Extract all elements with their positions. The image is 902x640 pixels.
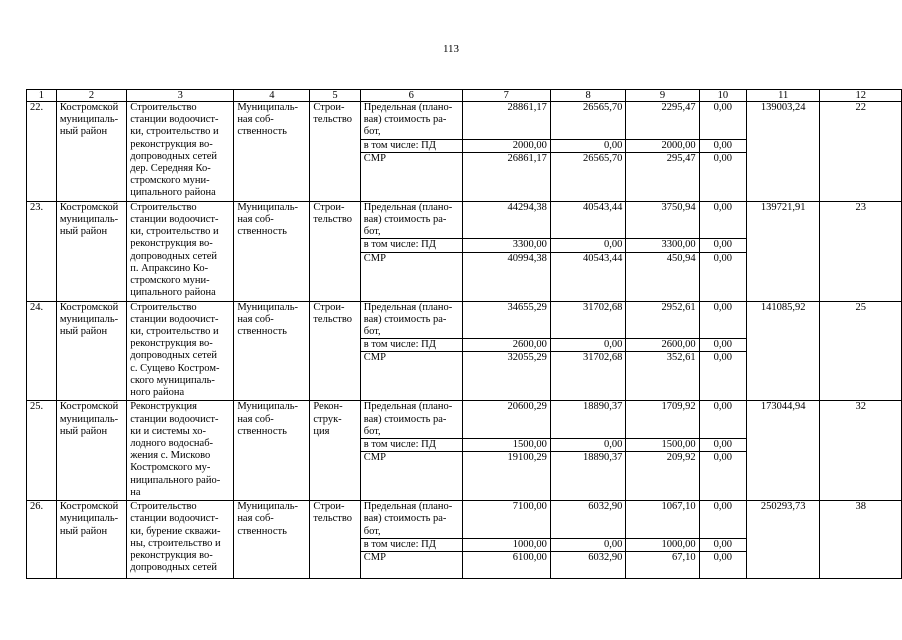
smr-col8-cell: 18890,37 (550, 452, 626, 501)
district-cell: Костромской муниципаль- ный район (56, 102, 126, 202)
smr-col10-cell: 0,00 (699, 252, 746, 301)
smr-total-cell: 19100,29 (462, 452, 550, 501)
column-number: 6 (360, 90, 462, 102)
work-type-cell: Строи- тельство (310, 201, 360, 301)
cost-col9-cell: 2952,61 (626, 301, 699, 339)
column-number: 12 (820, 90, 902, 102)
column-number-row (27, 90, 902, 102)
cost-total-cell: 44294,38 (462, 201, 550, 239)
smr-label-cell: СМР (360, 252, 462, 301)
work-type-cell: Рекон- струк- ция (310, 401, 360, 501)
cost-col10-cell: 0,00 (699, 501, 746, 539)
smr-total-cell: 32055,29 (462, 352, 550, 401)
col12-cell: 32 (820, 401, 902, 501)
ownership-cell: Муниципаль- ная соб- ственность (234, 501, 310, 579)
pd-col8-cell: 0,00 (550, 339, 626, 352)
smr-total-cell: 40994,38 (462, 252, 550, 301)
pd-col9-cell: 2600,00 (626, 339, 699, 352)
smr-label-cell: СМР (360, 552, 462, 579)
object-cell: Строительство станции водоочист- ки, строительство и реконструкция во- допроводных сетей дер. Середняя Ко- стромского муни- ципального района (127, 102, 234, 202)
col12-cell: 22 (820, 102, 902, 202)
smr-col8-cell: 6032,90 (550, 552, 626, 579)
table-row (27, 501, 902, 539)
column-number: 8 (550, 90, 626, 102)
smr-col10-cell: 0,00 (699, 152, 746, 201)
object-cell: Строительство станции водоочист- ки, строительство и реконструкция во- допроводных сетей с. Сущево Костром- ского муниципаль- ного района (127, 301, 234, 401)
cost-col10-cell: 0,00 (699, 301, 746, 339)
col11-cell: 139721,91 (747, 201, 820, 301)
smr-col9-cell: 209,92 (626, 452, 699, 501)
pd-total-cell: 1500,00 (462, 439, 550, 452)
table-row (27, 102, 902, 140)
row-number: 22. (27, 102, 57, 202)
col11-cell: 173044,94 (747, 401, 820, 501)
smr-col9-cell: 67,10 (626, 552, 699, 579)
column-number: 5 (310, 90, 360, 102)
cost-col8-cell: 18890,37 (550, 401, 626, 439)
object-cell: Реконструкция станции водоочист- ки и системы хо- лодного водоснаб- жения с. Мисково Костромского му- ниципального райо- на (127, 401, 234, 501)
cost-col8-cell: 40543,44 (550, 201, 626, 239)
col12-cell: 25 (820, 301, 902, 401)
object-cell: Строительство станции водоочист- ки, бурение скважи- ны, строительство и реконструкция во- допроводных сетей (127, 501, 234, 579)
pd-col10-cell: 0,00 (699, 439, 746, 452)
smr-col8-cell: 40543,44 (550, 252, 626, 301)
column-number: 2 (56, 90, 126, 102)
pd-total-cell: 2600,00 (462, 339, 550, 352)
cost-col10-cell: 0,00 (699, 201, 746, 239)
cost-total-cell: 28861,17 (462, 102, 550, 140)
pd-total-cell: 1000,00 (462, 538, 550, 551)
pd-col10-cell: 0,00 (699, 339, 746, 352)
col11-cell: 141085,92 (747, 301, 820, 401)
cost-col10-cell: 0,00 (699, 401, 746, 439)
table-row (27, 401, 902, 439)
district-cell: Костромской муниципаль- ный район (56, 501, 126, 579)
cost-label-cell: Предельная (плано- вая) стоимость ра- бот, (360, 501, 462, 539)
pd-col10-cell: 0,00 (699, 538, 746, 551)
pd-col9-cell: 1000,00 (626, 538, 699, 551)
investment-table (26, 89, 902, 579)
row-number: 23. (27, 201, 57, 301)
district-cell: Костромской муниципаль- ный район (56, 301, 126, 401)
cost-total-cell: 20600,29 (462, 401, 550, 439)
column-number: 3 (127, 90, 234, 102)
ownership-cell: Муниципаль- ная соб- ственность (234, 102, 310, 202)
row-number: 26. (27, 501, 57, 579)
pd-total-cell: 2000,00 (462, 139, 550, 152)
pd-col9-cell: 2000,00 (626, 139, 699, 152)
work-type-cell: Строи- тельство (310, 501, 360, 579)
column-number: 11 (747, 90, 820, 102)
cost-total-cell: 7100,00 (462, 501, 550, 539)
smr-total-cell: 6100,00 (462, 552, 550, 579)
smr-col8-cell: 31702,68 (550, 352, 626, 401)
page-number: 113 (442, 43, 460, 55)
pd-label-cell: в том числе: ПД (360, 139, 462, 152)
col11-cell: 139003,24 (747, 102, 820, 202)
cost-total-cell: 34655,29 (462, 301, 550, 339)
cost-col9-cell: 2295,47 (626, 102, 699, 140)
ownership-cell: Муниципаль- ная соб- ственность (234, 401, 310, 501)
district-cell: Костромской муниципаль- ный район (56, 401, 126, 501)
table-row (27, 301, 902, 339)
pd-label-cell: в том числе: ПД (360, 239, 462, 252)
cost-label-cell: Предельная (плано- вая) стоимость ра- бот, (360, 301, 462, 339)
cost-col10-cell: 0,00 (699, 102, 746, 140)
smr-col10-cell: 0,00 (699, 352, 746, 401)
cost-label-cell: Предельная (плано- вая) стоимость ра- бот, (360, 201, 462, 239)
pd-total-cell: 3300,00 (462, 239, 550, 252)
cost-label-cell: Предельная (плано- вая) стоимость ра- бот, (360, 401, 462, 439)
table-row (27, 201, 902, 239)
smr-label-cell: СМР (360, 352, 462, 401)
cost-col8-cell: 31702,68 (550, 301, 626, 339)
column-number: 4 (234, 90, 310, 102)
pd-label-cell: в том числе: ПД (360, 538, 462, 551)
pd-col9-cell: 1500,00 (626, 439, 699, 452)
column-number: 7 (462, 90, 550, 102)
column-number: 9 (626, 90, 699, 102)
column-number: 1 (27, 90, 57, 102)
pd-col10-cell: 0,00 (699, 239, 746, 252)
pd-col9-cell: 3300,00 (626, 239, 699, 252)
pd-col8-cell: 0,00 (550, 439, 626, 452)
smr-col9-cell: 450,94 (626, 252, 699, 301)
smr-col9-cell: 352,61 (626, 352, 699, 401)
pd-label-cell: в том числе: ПД (360, 439, 462, 452)
pd-label-cell: в том числе: ПД (360, 339, 462, 352)
column-number: 10 (699, 90, 746, 102)
col12-cell: 23 (820, 201, 902, 301)
cost-label-cell: Предельная (плано- вая) стоимость ра- бот, (360, 102, 462, 140)
work-type-cell: Строи- тельство (310, 102, 360, 202)
pd-col10-cell: 0,00 (699, 139, 746, 152)
smr-col8-cell: 26565,70 (550, 152, 626, 201)
col11-cell: 250293,73 (747, 501, 820, 579)
cost-col9-cell: 1709,92 (626, 401, 699, 439)
col12-cell: 38 (820, 501, 902, 579)
ownership-cell: Муниципаль- ная соб- ственность (234, 301, 310, 401)
row-number: 24. (27, 301, 57, 401)
smr-total-cell: 26861,17 (462, 152, 550, 201)
cost-col9-cell: 1067,10 (626, 501, 699, 539)
pd-col8-cell: 0,00 (550, 538, 626, 551)
object-cell: Строительство станции водоочист- ки, строительство и реконструкция во- допроводных сетей п. Апраксино Ко- стромского муни- ципального района (127, 201, 234, 301)
table-body (27, 90, 902, 579)
row-number: 25. (27, 401, 57, 501)
cost-col8-cell: 6032,90 (550, 501, 626, 539)
smr-col10-cell: 0,00 (699, 452, 746, 501)
ownership-cell: Муниципаль- ная соб- ственность (234, 201, 310, 301)
smr-label-cell: СМР (360, 452, 462, 501)
pd-col8-cell: 0,00 (550, 139, 626, 152)
cost-col8-cell: 26565,70 (550, 102, 626, 140)
cost-col9-cell: 3750,94 (626, 201, 699, 239)
district-cell: Костромской муниципаль- ный район (56, 201, 126, 301)
smr-label-cell: СМР (360, 152, 462, 201)
work-type-cell: Строи- тельство (310, 301, 360, 401)
smr-col10-cell: 0,00 (699, 552, 746, 579)
pd-col8-cell: 0,00 (550, 239, 626, 252)
smr-col9-cell: 295,47 (626, 152, 699, 201)
